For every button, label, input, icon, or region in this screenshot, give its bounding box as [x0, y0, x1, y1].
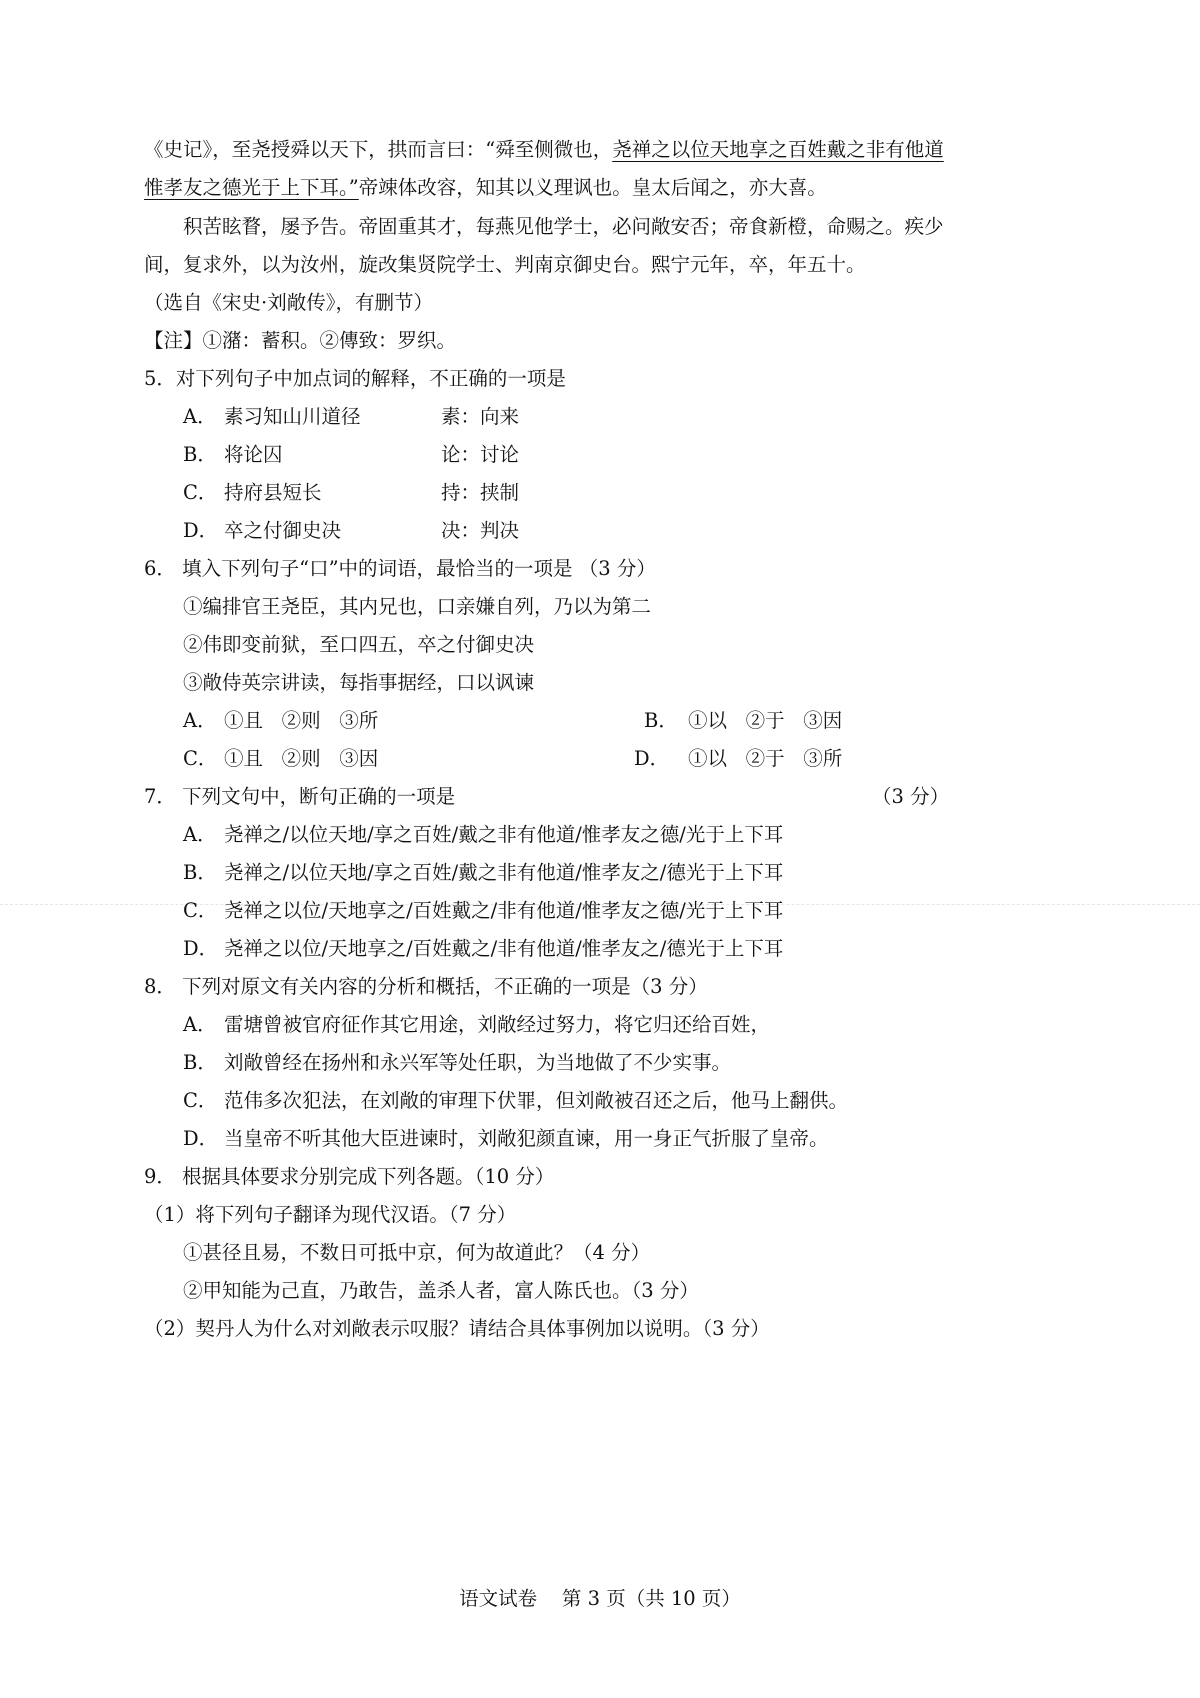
q9-part1: （1）将下列句子翻译为现代汉语。（7 分） [144, 1203, 517, 1226]
q9-item-1: ①甚径且易，不数日可抵中京，何为故道此？（4 分） [183, 1241, 651, 1264]
q6-stem: 6． 填入下列句子“口”中的词语，最恰当的一项是 （3 分） [144, 557, 656, 580]
q8-option-d: D． [183, 1127, 219, 1150]
q6-option-a: A． [183, 709, 217, 732]
passage-line-4: 间，复求外，以为汝州，旋改集贤院学士、判南京御史台。熙宁元年，卒，年五十。 [144, 253, 866, 276]
q6-option-c-text: ①且 ②则 ③因 [224, 747, 379, 770]
q8-option-c: C． [183, 1089, 218, 1112]
q7-option-c-text: 尧禅之以位/天地享之/百姓戴之/非有他道/惟孝友之德/光于上下耳 [224, 899, 784, 922]
q6-option-d: D． [634, 747, 670, 770]
q5-option-c-text: 持府县短长 [224, 481, 322, 504]
q5-option-d-gloss: 决：判决 [441, 519, 520, 542]
q5-option-a [183, 403, 217, 431]
q5-option-a-text: 素习知山川道径 [224, 405, 361, 428]
underlined-sentence: 惟孝友之德光于上下耳。” [144, 176, 359, 199]
q7-option-a-text: 尧禅之/以位天地/享之百姓/戴之非有他道/惟孝友之德/光于上下耳 [224, 823, 784, 846]
q9-item-2: ②甲知能为己直，乃敢告，盖杀人者，富人陈氏也。（3 分） [183, 1279, 699, 1302]
q5-option-b-text: 将论囚 [224, 443, 283, 466]
q6-option-c: C． [183, 747, 218, 770]
q5-option-b: B． [183, 443, 217, 466]
q6-option-a-text: ①且 ②则 ③所 [224, 709, 379, 732]
passage-text: 帝竦体改容，知其以义理讽也。皇太后闻之，亦大喜。 [358, 176, 827, 199]
passage-note: 【注】①潴：蓄积。②傳致：罗织。 [144, 329, 457, 352]
q8-option-b: B． [183, 1051, 217, 1074]
q9-part2: （2）契丹人为什么对刘敞表示叹服？请结合具体事例加以说明。（3 分） [144, 1317, 770, 1340]
q7-option-d: D． [183, 937, 219, 960]
q7-option-d-text: 尧禅之以位/天地享之/百姓戴之/非有他道/惟孝友之/德光于上下耳 [224, 937, 784, 960]
q6-option-d-text: ①以 ②于 ③所 [688, 747, 843, 770]
q7-stem: 7． 下列文句中，断句正确的一项是 [144, 785, 456, 808]
q9-stem: 9． 根据具体要求分别完成下列各题。（10 分） [144, 1165, 555, 1188]
q7-option-a: A． [183, 823, 217, 846]
q7-option-b-text: 尧禅之/以位天地/享之百姓/戴之非有他道/惟孝友之/德光于上下耳 [224, 861, 784, 884]
q7-option-b: B． [183, 861, 217, 884]
passage-text: 《史记》，至尧授舜以天下，拱而言曰：“舜至侧微也， [144, 138, 613, 161]
q8-option-a: A． [183, 1013, 217, 1036]
underlined-sentence: 尧禅之以位天地享之百姓戴之非有他道 [612, 138, 944, 161]
passage-line-3: 积苦眩瞀，屡予告。帝固重其才，每燕见他学士，必问敞安否；帝食新橙，命赐之。疾少 [183, 215, 944, 238]
passage-line-1 [144, 136, 944, 164]
page-number: 语文试卷 第 3 页（共 10 页） [459, 1587, 741, 1610]
q6-sentence-3: ③敞侍英宗讲读，每指事据经，口以讽谏 [183, 671, 535, 694]
q8-option-a-text: 雷塘曾被官府征作其它用途，刘敞经过努力，将它归还给百姓， [224, 1013, 771, 1036]
q5-option-c: C． [183, 481, 218, 504]
q8-stem: 8． 下列对原文有关内容的分析和概括，不正确的一项是（3 分） [144, 975, 708, 998]
q6-option-b: B． [644, 709, 678, 732]
q5-option-d-text: 卒之付御史决 [224, 519, 342, 542]
option-letter: A． [183, 405, 217, 428]
q5-option-c-gloss: 持：挟制 [441, 481, 520, 504]
q5-stem: 5．对下列句子中加点词的解释，不正确的一项是 [144, 367, 566, 390]
q6-sentence-1: ①编排官王尧臣，其内兄也，口亲嫌自列，乃以为第二 [183, 595, 652, 618]
q7-option-c: C． [183, 899, 218, 922]
q8-option-d-text: 当皇帝不听其他大臣进谏时，刘敞犯颜直谏，用一身正气折服了皇帝。 [224, 1127, 829, 1150]
passage-line-2 [144, 174, 827, 202]
q8-option-c-text: 范伟多次犯法，在刘敞的审理下伏罪，但刘敞被召还之后，他马上翻供。 [224, 1089, 849, 1112]
passage-source: （选自《宋史·刘敞传》，有删节） [144, 291, 433, 314]
q5-option-b-gloss: 论：讨论 [441, 443, 520, 466]
q6-sentence-2: ②伟即变前狱，至口四五，卒之付御史决 [183, 633, 535, 656]
page-footer [0, 1583, 1200, 1611]
q6-option-b-text: ①以 ②于 ③因 [688, 709, 843, 732]
q5-option-a-gloss: 素：向来 [441, 405, 520, 428]
q5-option-d: D． [183, 519, 219, 542]
q8-option-b-text: 刘敞曾经在扬州和永兴军等处任职，为当地做了不少实事。 [224, 1051, 732, 1074]
q7-score: （3 分） [872, 785, 950, 808]
